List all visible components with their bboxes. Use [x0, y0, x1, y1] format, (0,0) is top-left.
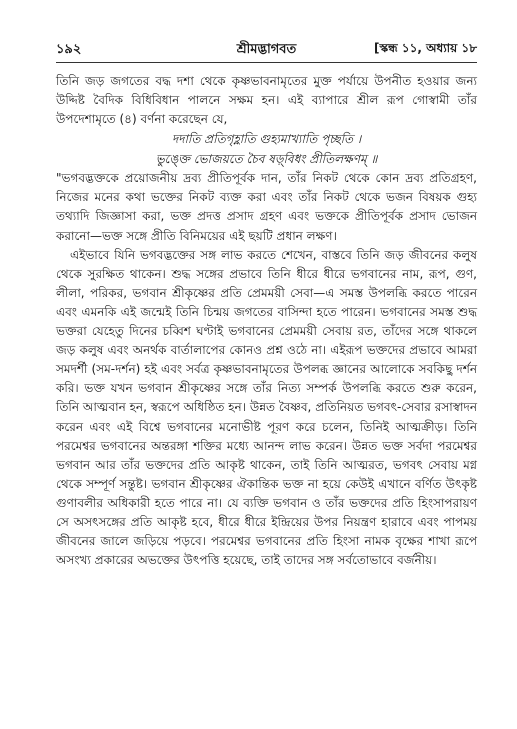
section-reference: [স্কন্ধ ১১, অধ্যায় ১৮ [373, 41, 477, 55]
paragraph-commentary: এইভাবে যিনি ভগবদ্ভক্তের সঙ্গ লাভ করতে শেখেন, বাস্তবে তিনি জড় জীবনের কলুষ থেকে সুরক্ষিত থাকেন। শুদ্ধ সঙ্গের প্রভাবে তিনি ধীরে ধীরে ভগবানের নাম, রূপ, গুণ, লীলা, পরিকর, ভগবান শ্রীকৃষ্ণের প্রতি প্রেমময়ী সেবা—এ সমস্ত উপলব্ধি করতে পারেন এবং এমনকি এই জন্মেই তিনি চিন্ময় জগতের বাসিন্দা হতে পারেন। ভগবানের সমস্ত শুদ্ধ ভক্তরা যেহেতু দিনের চব্বিশ ঘণ্টাই ভগবানের প্রেমময়ী সেবায় রত, তাঁদের সঙ্গে থাকলে জড় কলুষ এবং অনর্থক বার্তালাপের কোনও প্রশ্ন ওঠে না। এইরূপ ভক্তদের প্রভাবে আমরা সমদর্শী (সম-দর্শন) হই এবং সর্বত্র কৃষ্ণভাবনামৃতের উপলব্ধ জ্ঞানের আলোকে সবকিছু দর্শন করি। ভক্ত যখন ভগবান শ্রীকৃষ্ণের সঙ্গে তাঁর নিত্য সম্পর্ক উপলব্ধি করতে শুরু করেন, তিনি আত্মবান হন, স্বরূপে অধিষ্ঠিত হন। উন্নত বৈষ্ণব, প্রতিনিয়ত ভগবৎ-সেবার রসাস্বাদন করেন এবং এই বিশ্বে ভগবানের মনোভীষ্ট পূরণ করে চলেন, তিনিই আত্মক্রীড়। তিনি পরমেশ্বর ভগবানের অন্তরঙ্গা শক্তির মধ্যে আনন্দ লাভ করেন। উন্নত ভক্ত সর্বদা পরমেশ্বর ভগবান আর তাঁর ভক্তদের প্রতি আকৃষ্ট থাকেন, তাই তিনি আত্মরত, ভগবৎ সেবায় মগ্ন থেকে সম্পূর্ণ সন্তুষ্ট। ভগবান শ্রীকৃষ্ণের ঐকান্তিক ভক্ত না হয়ে কেউই এখানে বর্ণিত উৎকৃষ্ট গুণাবলীর অধিকারী হতে পারে না। যে ব্যক্তি ভগবান ও তাঁর ভক্তদের প্রতি হিংসাপরায়ণ সে অসৎসঙ্গের প্রতি আকৃষ্ট হবে, ধীরে ধীরে ইন্দ্রিয়ের উপর নিয়ন্ত্রণ হারাবে এবং পাপময় জীবনের জালে জড়িয়ে পড়বে। পরমেশ্বর ভগবানের প্রতি হিংসা নামক বৃক্ষের শাখা রূপে অসংখ্য প্রকারের অভক্তের উৎপত্তি হয়েছে, তাই তাদের সঙ্গ সর্বতোভাবে বর্জনীয়। [56, 247, 477, 568]
page-header [56, 40, 477, 60]
sanskrit-verse-line-1: দদাতি প্রতিগৃহ্ণাতি গুহ্যমাখ্যাতি পৃচ্ছতি । [171, 132, 362, 147]
page-number: ১৯২ [56, 42, 82, 57]
paragraph-translation: "ভগবদ্ভক্তকে প্রয়োজনীয় দ্রব্য প্রীতিপূর্বক দান, তাঁর নিকট থেকে কোন দ্রব্য প্রতিগ্রহণ, নিজের মনের কথা ভক্তের নিকট ব্যক্ত করা এবং তাঁর নিকট থেকে ভজন বিষয়ক গুহ্য তথ্যাদি জিজ্ঞাসা করা, ভক্ত প্রদত্ত প্রসাদ গ্রহণ এবং ভক্তকে প্রীতিপূর্বক প্রসাদ ভোজন করানো—ভক্ত সঙ্গে প্রীতি বিনিময়ের এই ছয়টি প্রধান লক্ষণ। [56, 171, 477, 243]
sanskrit-verse-line-2: ভুঙ্ক্তে ভোজয়তে চৈব ষড়্‌বিধং প্রীতিলক্ষণম্‌ ॥ [155, 152, 378, 167]
page-body [56, 72, 477, 570]
header-rule [56, 62, 477, 63]
paragraph-intro: তিনি জড় জগতের বদ্ধ দশা থেকে কৃষ্ণভাবনামৃতের মুক্ত পর্যায়ে উপনীত হওয়ার জন্য উদ্দিষ্ট বৈদিক বিধিবিধান পালনে সক্ষম হন। এই ব্যাপারে শ্রীল রূপ গোস্বামী তাঁর উপদেশামৃতে (৪) বর্ণনা করেছেন যে, [56, 74, 477, 127]
book-title: শ্রীমদ্ভাগবত [236, 42, 297, 57]
